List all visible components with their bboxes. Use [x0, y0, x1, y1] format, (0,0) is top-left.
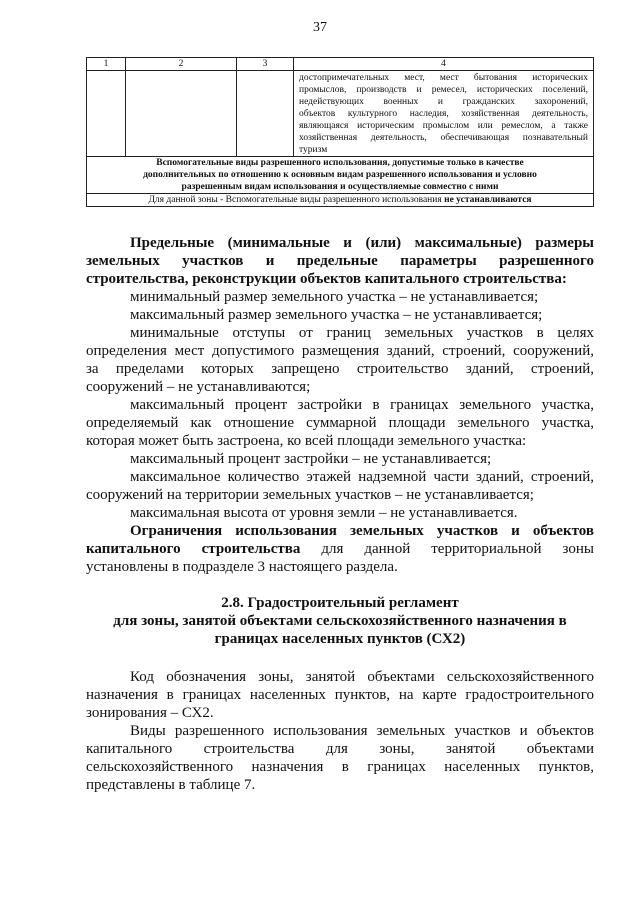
limits-heading-line: земельных участков и предельные параметры разрешенного	[86, 253, 594, 269]
aux-heading-line: дополнительных по отношению к основным видам разрешенного использования и условно	[143, 170, 537, 180]
section-title-line: границах населенных пунктов (СХ2)	[214, 631, 466, 647]
table-cell-description	[294, 71, 594, 157]
limits-heading-line: Предельные (минимальные и (или) максимальные) размеры	[130, 235, 594, 251]
max-floors-line: максимальное количество этажей надземной части зданий, строений,	[130, 469, 594, 485]
limits-heading-line: строительства, реконструкции объектов капитального строительства:	[86, 271, 567, 287]
aux-note-bold: не устанавливаются	[444, 195, 532, 205]
min-plot-size: минимальный размер земельного участка – не устанавливается;	[130, 289, 539, 305]
column-header-3: 3	[237, 58, 294, 71]
setbacks-line: за пределами которых запрещено строительство зданий, строений,	[86, 361, 594, 377]
restrictions-rest: для данной территориальной зоны	[321, 541, 594, 557]
setbacks-line: определения мест допустимого размещения зданий, строений, сооружений,	[86, 343, 594, 359]
restrictions-line	[86, 540, 594, 558]
description-line: туризм	[299, 145, 328, 155]
setbacks-line: сооружений – не устанавливаются;	[86, 379, 311, 395]
aux-uses-note	[87, 194, 594, 207]
zone-code-first	[86, 668, 594, 686]
restrictions-line: установлены в подразделе 3 настоящего раздела.	[86, 559, 398, 575]
use-types-line: сельскохозяйственного назначения в границах населенных пунктов,	[86, 759, 594, 775]
limits-heading	[86, 234, 594, 252]
setbacks-line: минимальные отступы от границ земельных участков в целях	[130, 325, 594, 341]
use-types-para	[86, 722, 594, 794]
description-line: являющаяся историческим промыслом или ремеслом, а также	[299, 121, 588, 131]
setbacks-para	[86, 324, 594, 342]
description-line: недействующих военных и гражданских захоронений,	[299, 97, 588, 107]
max-percent-line: максимальный процент застройки в границах земельного участка,	[130, 397, 594, 413]
table-row-aux-note	[87, 194, 594, 207]
aux-note-prefix: Для данной зоны - Вспомогательные виды разрешенного использования	[148, 195, 442, 205]
section-heading	[86, 594, 594, 648]
max-floors-line: сооружений на территории земельных участков – не устанавливается;	[86, 487, 534, 503]
description-line: достопримечательных мест, мест бытования исторических	[299, 73, 588, 83]
use-types-line: представлены в таблице 7.	[86, 777, 256, 793]
max-percent-line: определяемый как отношение суммарной площади земельного участка,	[86, 415, 594, 431]
table-header-row	[87, 58, 594, 71]
table-cell-empty-3	[237, 71, 294, 157]
use-types-line: Виды разрешенного использования земельных участков и объектов	[130, 723, 594, 739]
zone-code-line: назначения в границах населенных пунктов, на карте градостроительного	[86, 687, 594, 703]
column-header-1: 1	[87, 58, 126, 71]
table-cell-empty-1	[87, 71, 126, 157]
section-title-line: 2.8. Градостроительный регламент	[221, 595, 459, 611]
description-line: промыслов, производств и ремесел, исторических поселений,	[299, 85, 588, 95]
max-plot-size: максимальный размер земельного участка – не устанавливается;	[130, 307, 543, 323]
restrictions-line: Ограничения использования земельных участков и объектов	[130, 523, 594, 539]
limits-section	[86, 234, 594, 576]
page-number: 37	[313, 20, 327, 35]
max-height: максимальная высота от уровня земли – не устанавливается.	[130, 505, 518, 521]
use-types-first	[86, 722, 594, 740]
description-line: хозяйственная деятельность, обеспечивающая познавательный	[299, 133, 588, 143]
section-title-line: для зоны, занятой объектами сельскохозяйственного назначения в	[113, 613, 567, 629]
use-types-line: капитального строительства для зоны, занятой объектами	[86, 741, 594, 757]
restrictions-para	[86, 522, 594, 540]
column-header-4: 4	[294, 58, 594, 71]
table-row-aux-heading	[87, 157, 594, 194]
max-percent-para	[86, 396, 594, 414]
zone-code-line: Код обозначения зоны, занятой объектами сельскохозяйственного	[130, 669, 594, 685]
max-percent-value: максимальный процент застройки – не устанавливается;	[130, 451, 492, 467]
max-percent-line: которая может быть застроена, ко всей площади земельного участка:	[86, 433, 527, 449]
zone-code-para	[86, 668, 594, 722]
table-cell-empty-2	[126, 71, 237, 157]
restrictions-bold: капитального строительства	[86, 541, 301, 557]
zone-code-line: зонирования – СХ2.	[86, 705, 214, 721]
permitted-use-table	[86, 57, 594, 207]
description-line: объектов культурного наследия, хозяйственная деятельность,	[299, 109, 588, 119]
aux-heading-line: разрешенным видам использования и осуществляемые совместно с ними	[181, 182, 499, 192]
column-header-2: 2	[126, 58, 237, 71]
aux-heading-line: Вспомогательные виды разрешенного использования, допустимые только в качестве	[156, 158, 524, 168]
table-row	[87, 71, 594, 157]
max-floors-para	[86, 468, 594, 486]
aux-uses-heading	[87, 157, 594, 194]
